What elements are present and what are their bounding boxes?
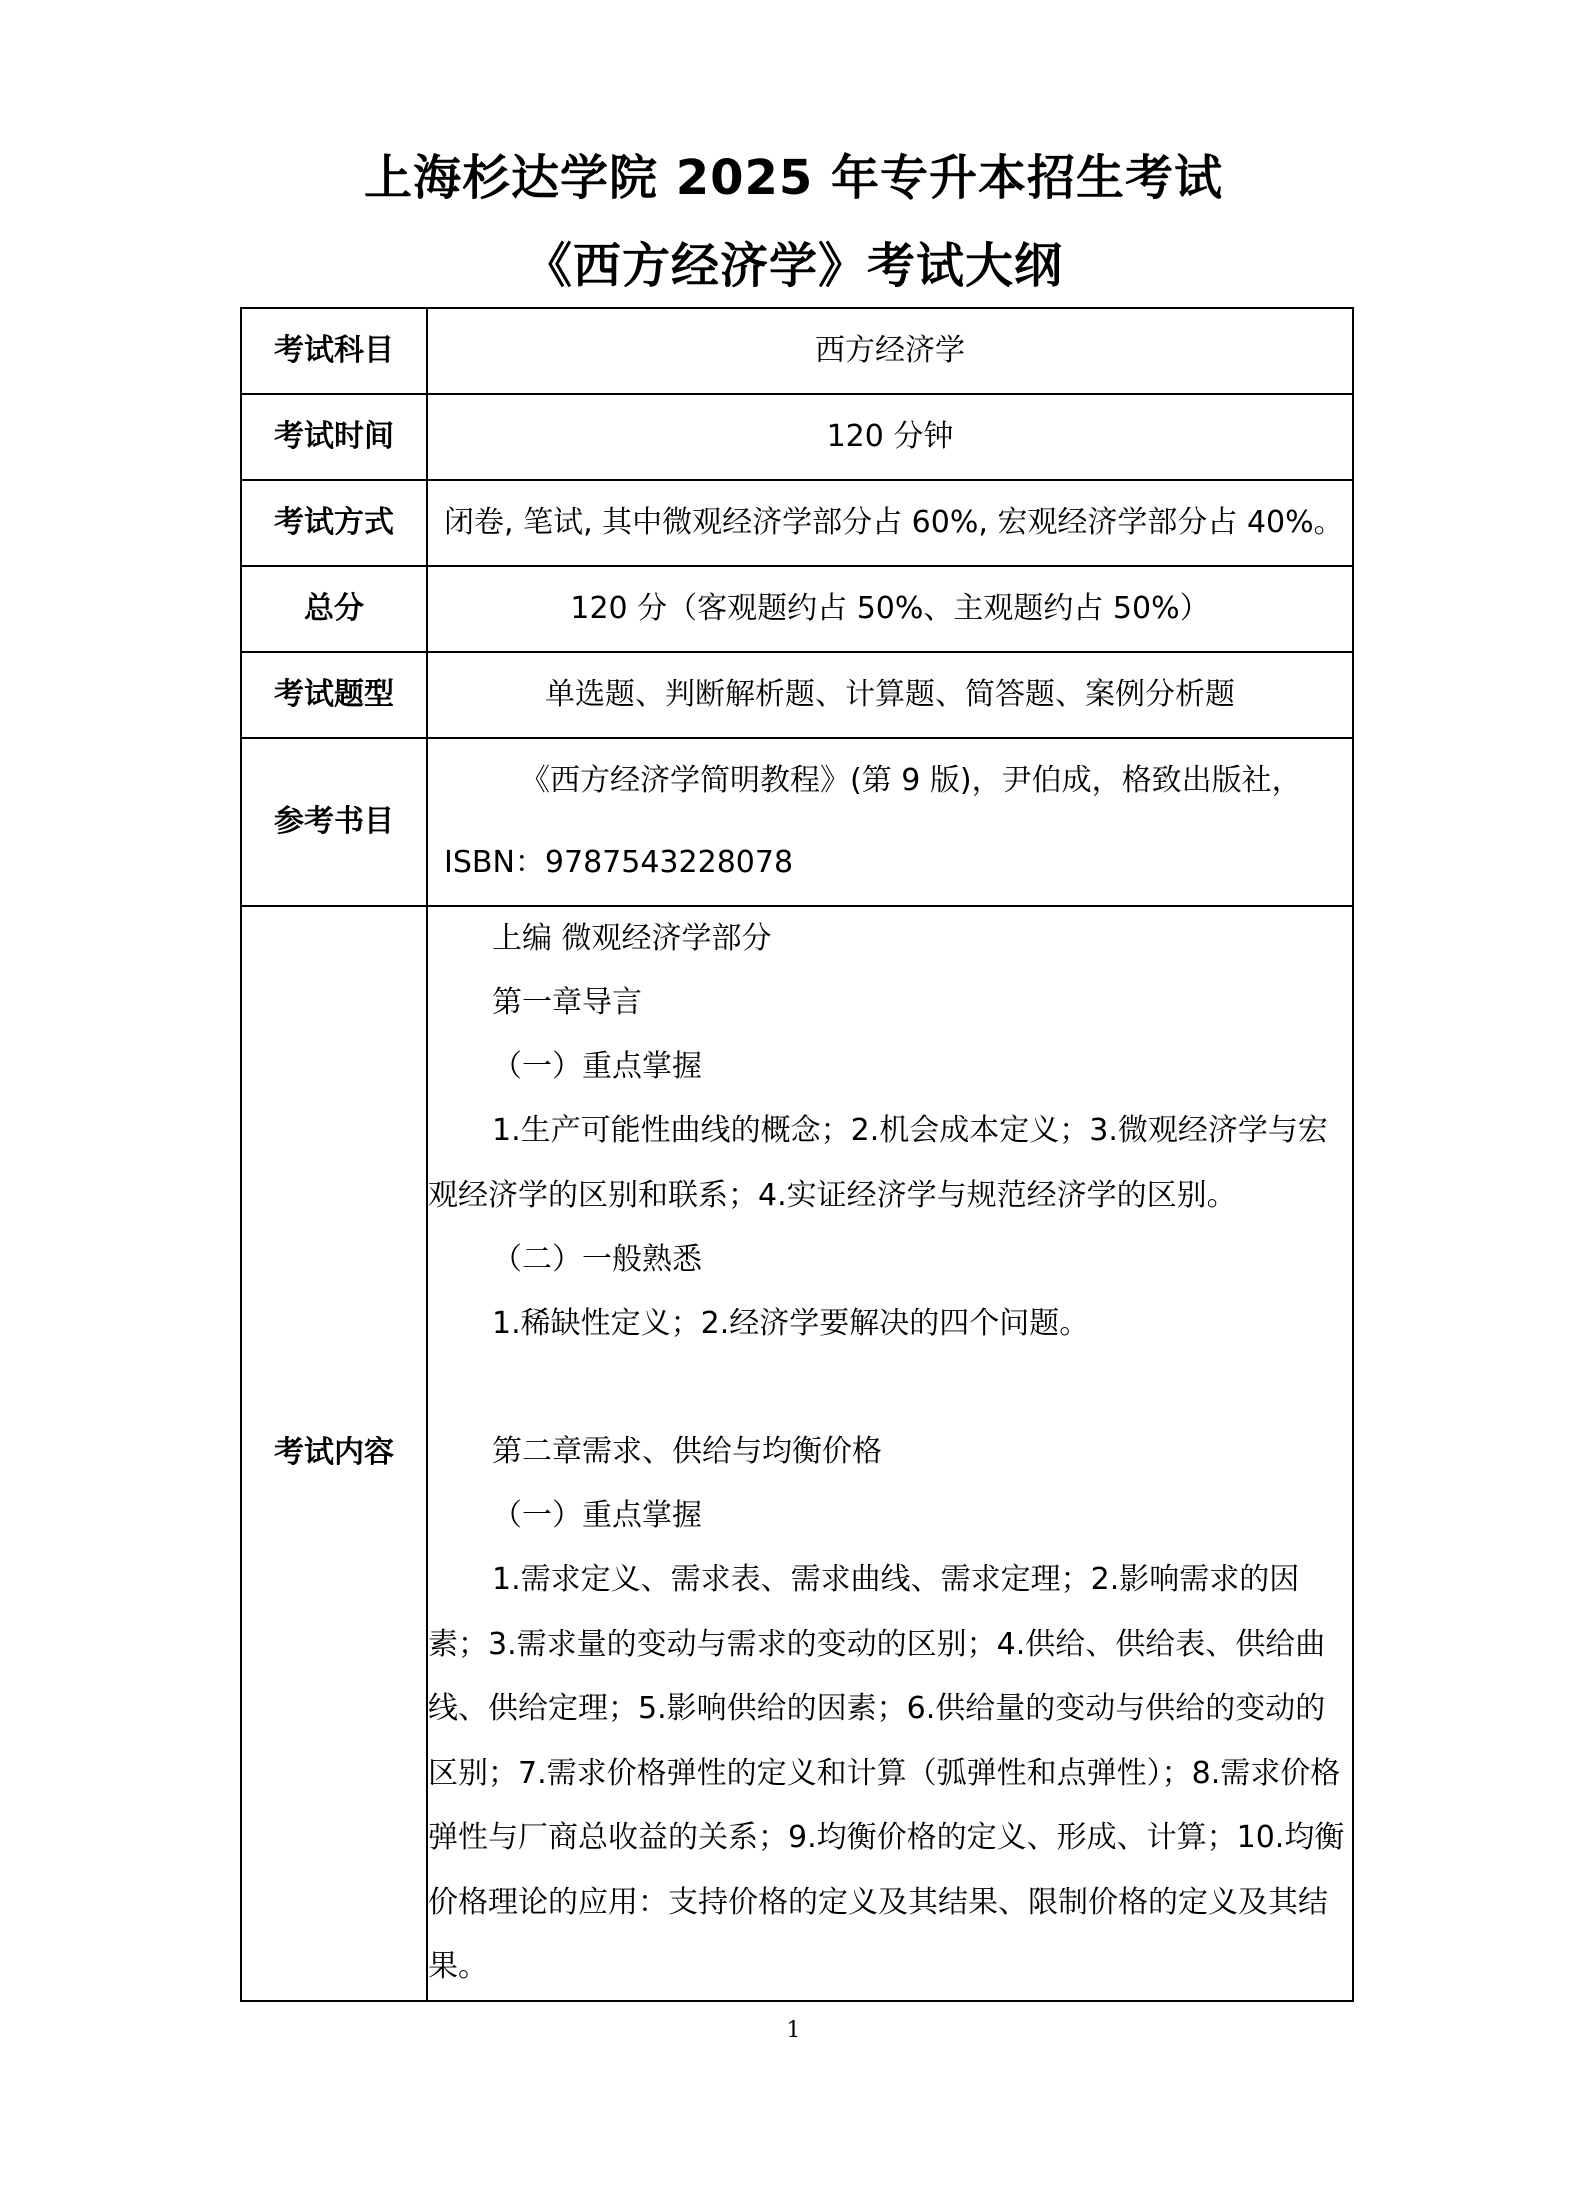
- row-value-question-types: 单选题、判断解析题、计算题、简答题、案例分析题: [427, 652, 1353, 738]
- chapter2-key-heading: （一）重点掌握: [492, 1498, 702, 1533]
- page-number: 1: [786, 2018, 801, 2043]
- row-label-format: 考试方式: [241, 480, 427, 566]
- chapter1-key-text: 1.生产可能性曲线的概念；2.机会成本定义；3.微观经济学与宏观经济学的区别和联系；4.实证经济学与规范经济学的区别。: [428, 1113, 1328, 1213]
- table-row: [241, 738, 1353, 906]
- row-label-subject: 考试科目: [241, 308, 427, 394]
- chapter1-title: 第一章导言: [492, 985, 642, 1020]
- row-value-subject: 西方经济学: [427, 308, 1353, 394]
- chapter1-familiar-heading: （二）一般熟悉: [492, 1242, 702, 1277]
- row-label-question-types: 考试题型: [241, 652, 427, 738]
- row-label-reference: 参考书目: [241, 738, 427, 906]
- part-title: 上编 微观经济学部分: [492, 921, 772, 956]
- row-label-content: 考试内容: [241, 906, 427, 2001]
- document-title-line2: 《西方经济学》考试大纲: [523, 238, 1063, 294]
- table-row: [241, 308, 1353, 394]
- chapter1-key-heading: （一）重点掌握: [492, 1049, 702, 1084]
- chapter2-key-text: 1.需求定义、需求表、需求曲线、需求定理；2.影响需求的因素；3.需求量的变动与需求的变动的区别；4.供给、供给表、供给曲线、供给定理；5.影响供给的因素；6.供给量的变动与供给的变动的区别；7.需求价格弹性的定义和计算（弧弹性和点弹性）；8.需求价格弹性与厂商总收益的关系；9.均衡价格的定义、形成、计算；10.均衡价格理论的应用：支持价格的定义及其结果、限制价格的定义及其结果。: [428, 1562, 1345, 1984]
- table-row: [241, 906, 1353, 2001]
- row-value-total-score: 120 分（客观题约占 50%、主观题约占 50%）: [427, 566, 1353, 652]
- reference-book-line: 《西方经济学简明教程》(第 9 版)，尹伯成，格致出版社，: [520, 763, 1302, 798]
- row-label-duration: 考试时间: [241, 394, 427, 480]
- row-label-total-score: 总分: [241, 566, 427, 652]
- table-row: [241, 480, 1353, 566]
- row-value-reference: [427, 738, 1353, 906]
- row-value-duration: 120 分钟: [427, 394, 1353, 480]
- blank-line: [428, 1356, 1352, 1420]
- row-value-format: 闭卷, 笔试, 其中微观经济学部分占 60%, 宏观经济学部分占 40%。: [427, 480, 1353, 566]
- exam-outline-table: [240, 307, 1354, 2002]
- document-title-line1: 上海杉达学院 2025 年专升本招生考试: [363, 150, 1224, 206]
- reference-isbn-line: ISBN：9787543228078: [444, 845, 794, 880]
- chapter1-familiar-text: 1.稀缺性定义；2.经济学要解决的四个问题。: [492, 1306, 1090, 1341]
- chapter2-title: 第二章需求、供给与均衡价格: [492, 1434, 882, 1469]
- table-row: [241, 652, 1353, 738]
- table-row: [241, 394, 1353, 480]
- row-value-content: [427, 906, 1353, 2001]
- table-row: [241, 566, 1353, 652]
